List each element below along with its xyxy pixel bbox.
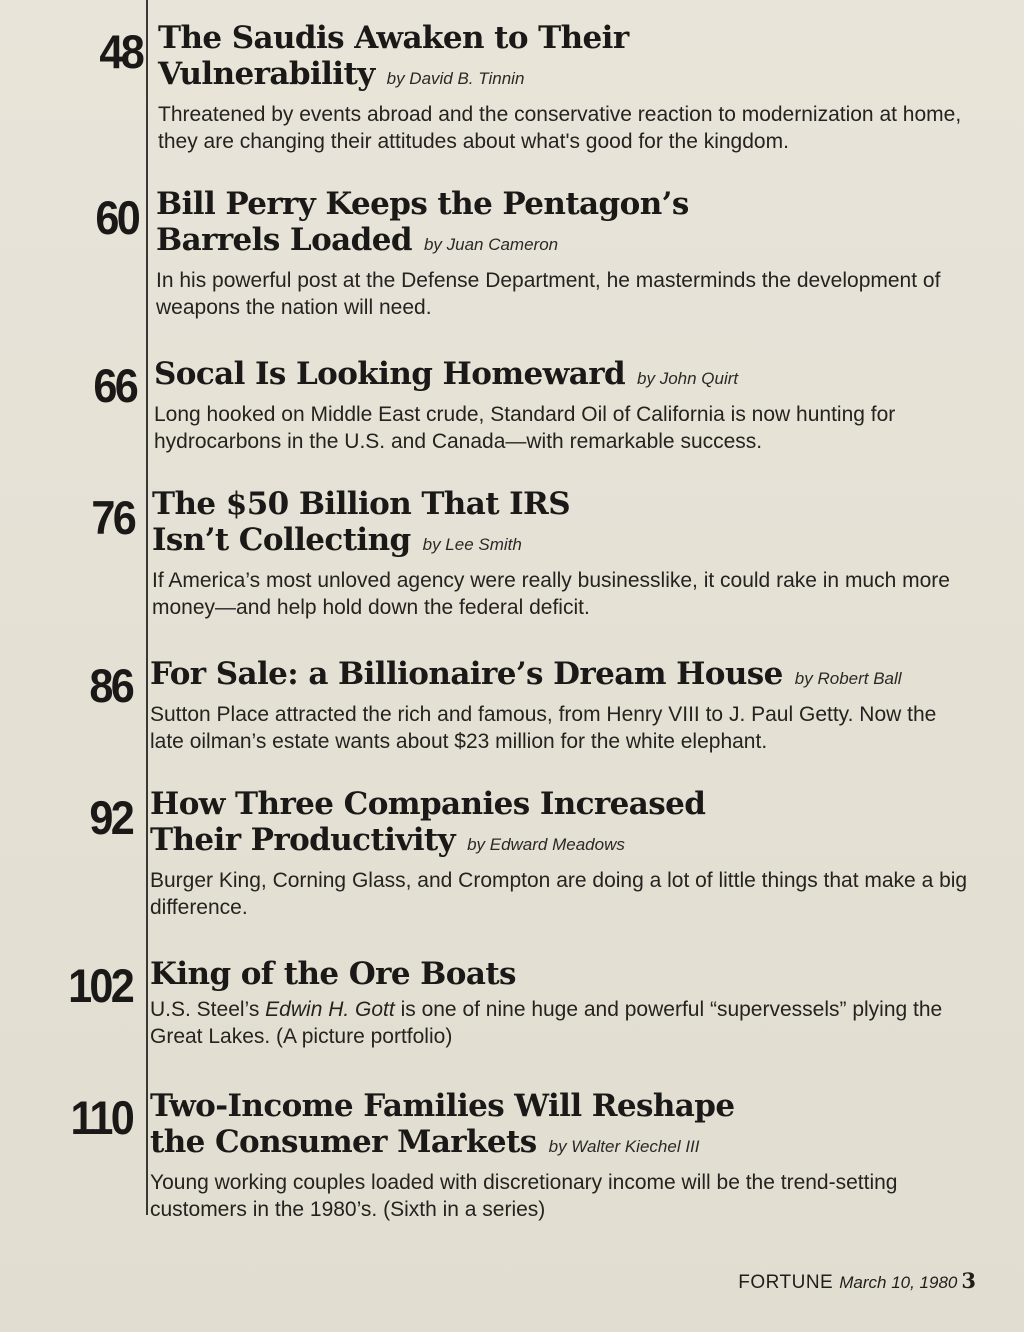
entry-body [150, 656, 970, 755]
page-number: 86 [89, 659, 132, 712]
page-number: 92 [89, 791, 132, 844]
issue-date: March 10, 1980 [839, 1273, 958, 1292]
article-deck: If America’s most unloved agency were really businesslike, it could rake in much more money—and help hold down the federal deficit. [152, 569, 950, 619]
page-number: 110 [70, 1091, 132, 1144]
byline: by Edward Meadows [467, 835, 625, 854]
ship-name: Edwin H. Gott [265, 998, 395, 1021]
vertical-rule [146, 0, 148, 1215]
title-line: Their Productivity [150, 822, 456, 858]
page-number: 60 [95, 191, 138, 244]
title-line: Two-Income Families Will Reshape [150, 1088, 735, 1124]
magazine-name: FORTUNE [738, 1272, 834, 1293]
article-deck: Long hooked on Middle East crude, Standard Oil of California is now hunting for hydrocarbons in the U.S. and Canada—with remarkable success. [154, 403, 896, 453]
byline: by Walter Kiechel III [548, 1137, 700, 1156]
title-line: the Consumer Markets [150, 1124, 537, 1160]
folio-number: 3 [961, 1268, 976, 1293]
page-number: 66 [93, 359, 136, 412]
byline: by John Quirt [637, 369, 739, 388]
deck-text: U.S. Steel’s [150, 998, 266, 1021]
article-deck: In his powerful post at the Defense Department, he masterminds the development of weapons the nation will need. [156, 269, 941, 319]
article-deck: Threatened by events abroad and the conservative reaction to modernization at home, they are changing their attitudes about what's good for the kingdom. [158, 103, 962, 153]
page-number: 102 [68, 959, 132, 1012]
deck-text: is one of nine huge and powerful “supervessels” plying the Great Lakes. (A picture portfolio) [150, 998, 943, 1048]
title-line: Isn’t Collecting [152, 522, 411, 558]
article-title[interactable] [158, 20, 978, 97]
title-line: For Sale: a Billionaire’s Dream House [150, 656, 783, 692]
article-title[interactable] [150, 656, 970, 697]
title-line: Barrels Loaded [156, 222, 412, 258]
entry-body [158, 20, 978, 155]
page-number: 76 [91, 491, 134, 544]
title-line: The $50 Billion That IRS [152, 486, 570, 522]
byline: by Lee Smith [422, 535, 522, 554]
article-title[interactable] [150, 786, 970, 863]
title-line: King of the Ore Boats [150, 956, 516, 992]
byline: by Juan Cameron [423, 235, 559, 254]
title-line: Bill Perry Keeps the Pentagon’s [156, 186, 689, 222]
page-number: 48 [99, 25, 142, 78]
article-title[interactable] [154, 356, 974, 397]
article-title[interactable] [156, 186, 976, 263]
entry-body [150, 1088, 970, 1223]
article-deck: Young working couples loaded with discretionary income will be the trend-setting customers in the 1980’s. (Sixth in a series) [150, 1171, 898, 1221]
entry-body [152, 486, 972, 621]
title-line: The Saudis Awaken to Their [158, 20, 629, 56]
article-deck: Burger King, Corning Glass, and Crompton are doing a lot of little things that make a big difference. [150, 869, 968, 919]
entry-body [150, 956, 970, 1050]
article-deck: Sutton Place attracted the rich and famous, from Henry VIII to J. Paul Getty. Now the late oilman’s estate wants about $23 million for the white elephant. [150, 703, 937, 753]
title-line: How Three Companies Increased [150, 786, 706, 822]
byline: by Robert Ball [794, 669, 902, 688]
article-deck [150, 996, 970, 1050]
article-title[interactable] [150, 956, 970, 992]
page-footer [738, 1268, 976, 1294]
entry-body [154, 356, 974, 455]
byline: by David B. Tinnin [386, 69, 525, 88]
entry-body [150, 786, 970, 921]
title-line: Socal Is Looking Homeward [154, 356, 626, 392]
article-title[interactable] [150, 1088, 970, 1165]
title-line: Vulnerability [158, 56, 375, 92]
entry-body [156, 186, 976, 321]
article-title[interactable] [152, 486, 972, 563]
